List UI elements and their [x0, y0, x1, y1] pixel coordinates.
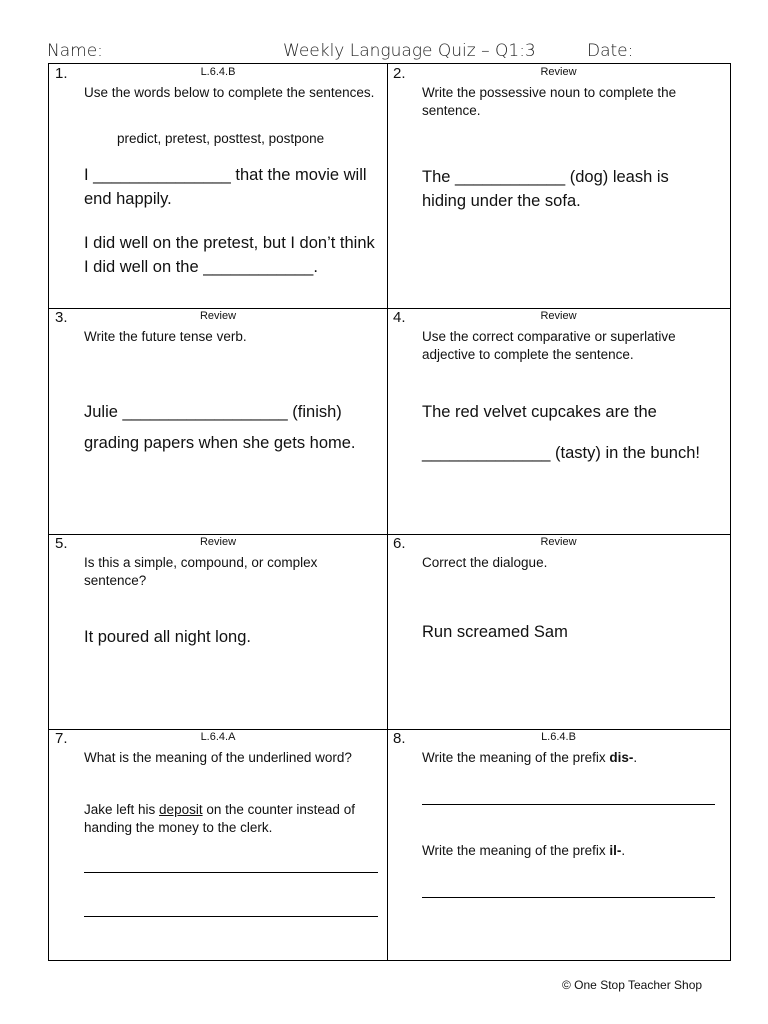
quiz-title: Weekly Language Quiz – Q1:3 [283, 41, 536, 61]
question-number: 3. [55, 309, 68, 326]
instruction-start: Write the meaning of the prefix [422, 843, 610, 858]
question-6 [387, 534, 730, 729]
copyright-footer: © One Stop Teacher Shop [562, 978, 703, 992]
instruction-text: Write the future tense verb. [84, 329, 247, 344]
standard-label: Review [199, 310, 237, 322]
instruction-text: Use the words below to complete the sentences. [84, 85, 375, 100]
instruction-text: Is this a simple, compound, or complex sentence? [84, 555, 318, 588]
name-label: Name: [47, 41, 103, 61]
question-number: 2. [393, 65, 406, 82]
answer-line[interactable] [422, 897, 715, 898]
instruction-text: What is the meaning of the underlined word? [84, 750, 352, 765]
instruction-text: Use the correct comparative or superlative adjective to complete the sentence. [422, 329, 676, 362]
question-8 [387, 729, 730, 960]
question-number: 6. [393, 535, 406, 552]
answer-line[interactable] [84, 916, 378, 917]
question-5 [49, 534, 387, 729]
word-bank: predict, pretest, posttest, postpone [117, 131, 325, 146]
sentence-b: grading papers when she gets home. [84, 434, 356, 452]
standard-label: Review [199, 536, 237, 548]
period: . [621, 843, 626, 858]
question-number: 8. [393, 730, 406, 747]
standard-label: Review [540, 310, 577, 322]
answer-line[interactable] [84, 872, 378, 873]
question-4 [387, 308, 730, 534]
underlined-word: deposit [159, 802, 203, 817]
question-number: 1. [55, 65, 68, 82]
question-number: 7. [55, 730, 68, 747]
prefix-il: il- [609, 843, 622, 858]
instruction-text-dis [422, 749, 724, 767]
date-label: Date: [587, 41, 634, 61]
instruction-text-il [422, 842, 724, 860]
standard-label: L.6.4.B [541, 731, 576, 743]
example-sentence [84, 801, 381, 837]
standard-label: L.6.4.B [200, 66, 236, 78]
instruction-text: Correct the dialogue. [422, 555, 548, 570]
standard-label: Review [540, 66, 577, 78]
sentence: Run screamed Sam [422, 623, 568, 641]
question-3 [49, 308, 387, 534]
sentence-end: on the counter instead of handing the money to the clerk. [84, 802, 355, 835]
question-number: 5. [55, 535, 68, 552]
standard-label: Review [540, 536, 577, 548]
quiz-grid [48, 63, 731, 961]
prefix-dis: dis- [609, 750, 634, 765]
question-2 [387, 64, 730, 308]
sentence: It poured all night long. [84, 628, 251, 646]
question-7 [49, 729, 387, 960]
sentence-a: The red velvet cupcakes are the [422, 403, 657, 421]
standard-label: L.6.4.A [200, 731, 236, 743]
sentence-a: Julie __________________ (finish) [84, 403, 342, 421]
question-number: 4. [393, 309, 406, 326]
sentence-b: ______________ (tasty) in the bunch! [422, 444, 700, 462]
answer-line[interactable] [422, 804, 715, 805]
sentence-b: I did well on the pretest, but I don’t think I did well on the ____________. [84, 234, 375, 276]
instruction-start: Write the meaning of the prefix [422, 750, 610, 765]
sentence: The ____________ (dog) leash is hiding under the sofa. [422, 168, 669, 210]
period: . [633, 750, 638, 765]
sentence-start: Jake left his [84, 802, 160, 817]
instruction-text: Write the possessive noun to complete the sentence. [422, 85, 677, 118]
sentence-a: I _______________ that the movie will end happily. [84, 166, 367, 208]
question-1 [49, 64, 387, 308]
